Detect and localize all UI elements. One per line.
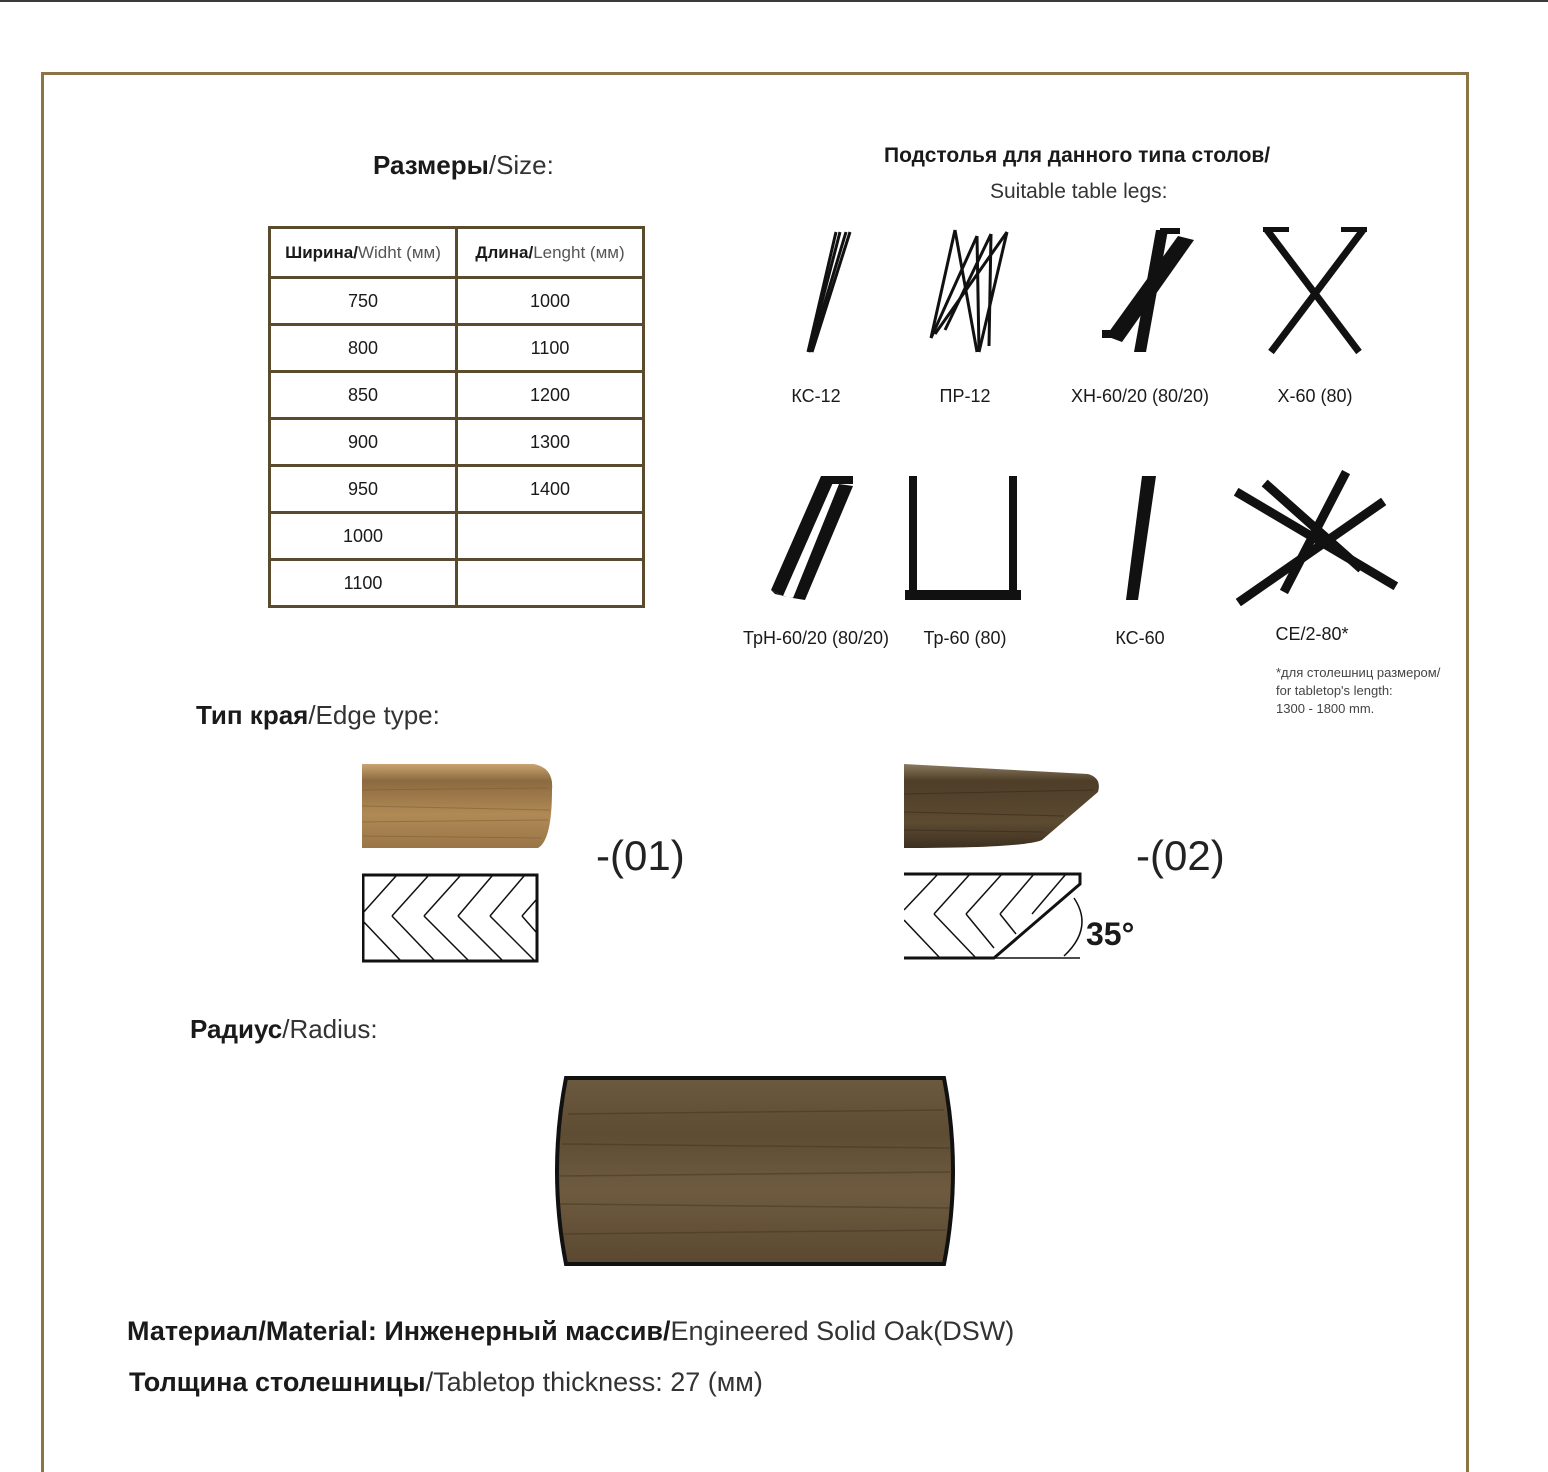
- radius-tabletop-image: [548, 1074, 964, 1268]
- leg-item: [1060, 226, 1220, 407]
- legs-heading: Подстолья для данного типа столов/: [884, 144, 1271, 167]
- width-cell: 750: [270, 278, 457, 325]
- wire-leg-icon: [905, 226, 1025, 356]
- size-table-header: [270, 228, 644, 278]
- table-row: [270, 325, 644, 372]
- thickness-line: Толщина столешницы/Tabletop thickness: 27 (мм): [129, 1367, 763, 1397]
- table-row: [270, 419, 644, 466]
- leg-label: СЕ/2-80*: [1275, 624, 1349, 644]
- cross-bar-leg-icon: [1060, 226, 1220, 356]
- edge-02-angle: 35°: [1086, 916, 1135, 952]
- table-row: [270, 560, 644, 607]
- edge-01-label: -(01): [596, 832, 685, 879]
- u-frame-leg-icon: [905, 474, 1025, 604]
- leg-item: [1255, 226, 1375, 407]
- edge-heading: Тип края/Edge type:: [196, 700, 440, 730]
- top-divider: [0, 0, 1548, 2]
- edge-02-section-icon: [904, 870, 1084, 966]
- leg-item: [1222, 470, 1402, 645]
- legs-subheading: Suitable table legs:: [990, 180, 1168, 203]
- edge-02-photo: [904, 760, 1104, 852]
- length-cell: 1400: [457, 466, 644, 513]
- table-row: [270, 278, 644, 325]
- length-cell: [457, 513, 644, 560]
- length-header: Длина/Lenght (мм): [457, 228, 644, 278]
- length-cell: 1100: [457, 325, 644, 372]
- length-cell: [457, 560, 644, 607]
- legs-footnote: *для столешниц размером/ for tabletop's length: 1300 - 1800 mm.: [1276, 665, 1441, 716]
- width-cell: 1000: [270, 513, 457, 560]
- length-cell: 1000: [457, 278, 644, 325]
- size-heading: [373, 150, 554, 181]
- leg-label: Х-60 (80): [1277, 386, 1353, 406]
- leg-item: [905, 226, 1025, 407]
- leg-item: [1080, 474, 1200, 649]
- leg-item: [735, 474, 897, 649]
- radius-heading: Радиус/Radius:: [190, 1014, 378, 1044]
- edge-02-label: -(02): [1136, 832, 1225, 879]
- width-cell: 850: [270, 372, 457, 419]
- length-cell: 1300: [457, 419, 644, 466]
- width-cell: 950: [270, 466, 457, 513]
- width-header: Ширина/Widht (мм): [270, 228, 457, 278]
- spider-base-icon: [1222, 470, 1402, 606]
- length-cell: 1200: [457, 372, 644, 419]
- width-cell: 1100: [270, 560, 457, 607]
- leg-label: Тр-60 (80): [923, 628, 1007, 648]
- edge-01-photo: [362, 760, 556, 852]
- size-heading-en: /Size:: [488, 150, 554, 180]
- leg-item: [756, 226, 876, 407]
- width-cell: 900: [270, 419, 457, 466]
- leg-label: ТрН-60/20 (80/20): [742, 628, 890, 648]
- leg-item: [905, 474, 1025, 649]
- straight-leg-icon: [1080, 474, 1200, 604]
- leg-label: ХН-60/20 (80/20): [1070, 386, 1210, 406]
- leg-label: КС-12: [791, 386, 841, 406]
- leg-label: ПР-12: [939, 386, 991, 406]
- leg-label: КС-60: [1115, 628, 1165, 648]
- size-table: [268, 226, 645, 608]
- trapezoid-leg-icon: [735, 474, 897, 604]
- x-leg-icon: [1255, 226, 1375, 356]
- size-heading-ru: Размеры: [373, 150, 489, 180]
- table-row: [270, 513, 644, 560]
- hairpin-leg-icon: [756, 226, 876, 356]
- table-row: [270, 372, 644, 419]
- width-cell: 800: [270, 325, 457, 372]
- material-line: Материал/Material: Инженерный массив/Engineered Solid Oak(DSW): [127, 1316, 1015, 1346]
- table-row: [270, 466, 644, 513]
- edge-01-section-icon: [362, 872, 542, 964]
